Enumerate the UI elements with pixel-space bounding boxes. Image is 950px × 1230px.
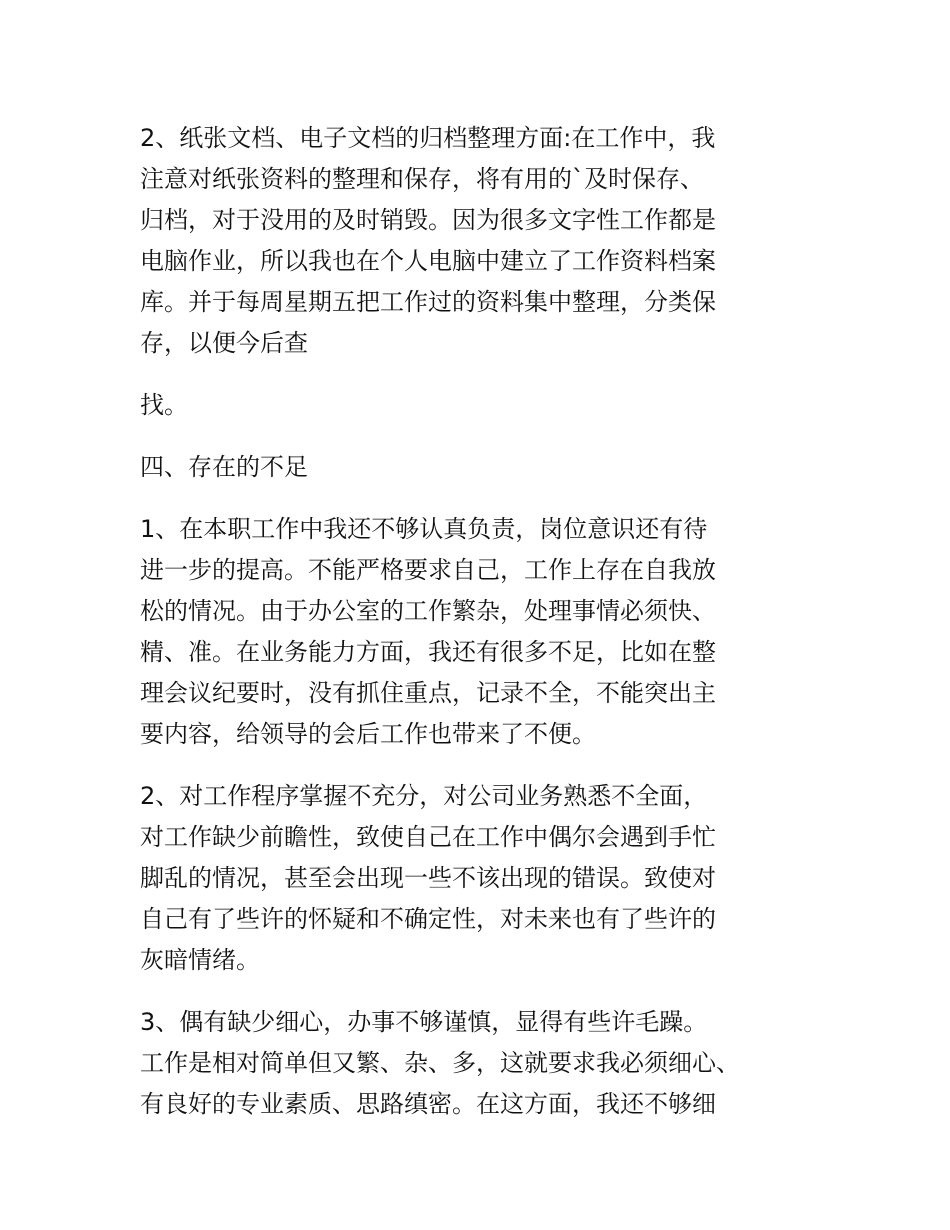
text-line: 工作是相对简单但又繁、杂、多，这就要求我必须细心、 — [140, 1049, 740, 1077]
text-line: 注意对纸张资料的整理和保存，将有用的`及时保存、 — [140, 165, 704, 193]
section-heading-shortcomings — [140, 447, 830, 488]
text-line: 电脑作业，所以我也在个人电脑中建立了工作资料档案 — [140, 247, 716, 275]
paragraph-point-1 — [140, 509, 830, 755]
paragraph-archiving — [140, 118, 830, 364]
heading-line: 四、存在的不足 — [140, 453, 308, 481]
text-line: 2、对工作程序掌握不充分，对公司业务熟悉不全面， — [140, 782, 708, 810]
paragraph-point-2 — [140, 776, 830, 981]
text-line: 3、偶有缺少细心，办事不够谨慎，显得有些许毛躁。 — [140, 1008, 708, 1036]
text-line: 找。 — [140, 391, 188, 419]
text-line: 要内容，给领导的会后工作也带来了不便。 — [140, 720, 596, 748]
document-body — [140, 118, 830, 1125]
text-line: 灰暗情绪。 — [140, 946, 260, 974]
text-line: 有良好的专业素质、思路缜密。在这方面，我还不够细 — [140, 1090, 716, 1118]
text-line: 库。并于每周星期五把工作过的资料集中整理，分类保 — [140, 288, 716, 316]
paragraph-continuation — [140, 385, 830, 426]
text-line: 脚乱的情况，甚至会出现一些不该出现的错误。致使对 — [140, 864, 716, 892]
text-line: 自己有了些许的怀疑和不确定性，对未来也有了些许的 — [140, 905, 716, 933]
text-line: 对工作缺少前瞻性，致使自己在工作中偶尔会遇到手忙 — [140, 823, 716, 851]
text-line: 理会议纪要时，没有抓住重点，记录不全，不能突出主 — [140, 679, 716, 707]
paragraph-point-3 — [140, 1002, 830, 1125]
text-line: 精、准。在业务能力方面，我还有很多不足，比如在整 — [140, 638, 716, 666]
text-line: 松的情况。由于办公室的工作繁杂，处理事情必须快、 — [140, 597, 716, 625]
text-line: 1、在本职工作中我还不够认真负责，岗位意识还有待 — [140, 515, 708, 543]
text-line: 2、纸张文档、电子文档的归档整理方面:在工作中，我 — [140, 124, 716, 152]
text-line: 存，以便今后查 — [140, 329, 308, 357]
text-line: 归档，对于没用的及时销毁。因为很多文字性工作都是 — [140, 206, 716, 234]
text-line: 进一步的提高。不能严格要求自己，工作上存在自我放 — [140, 556, 716, 584]
